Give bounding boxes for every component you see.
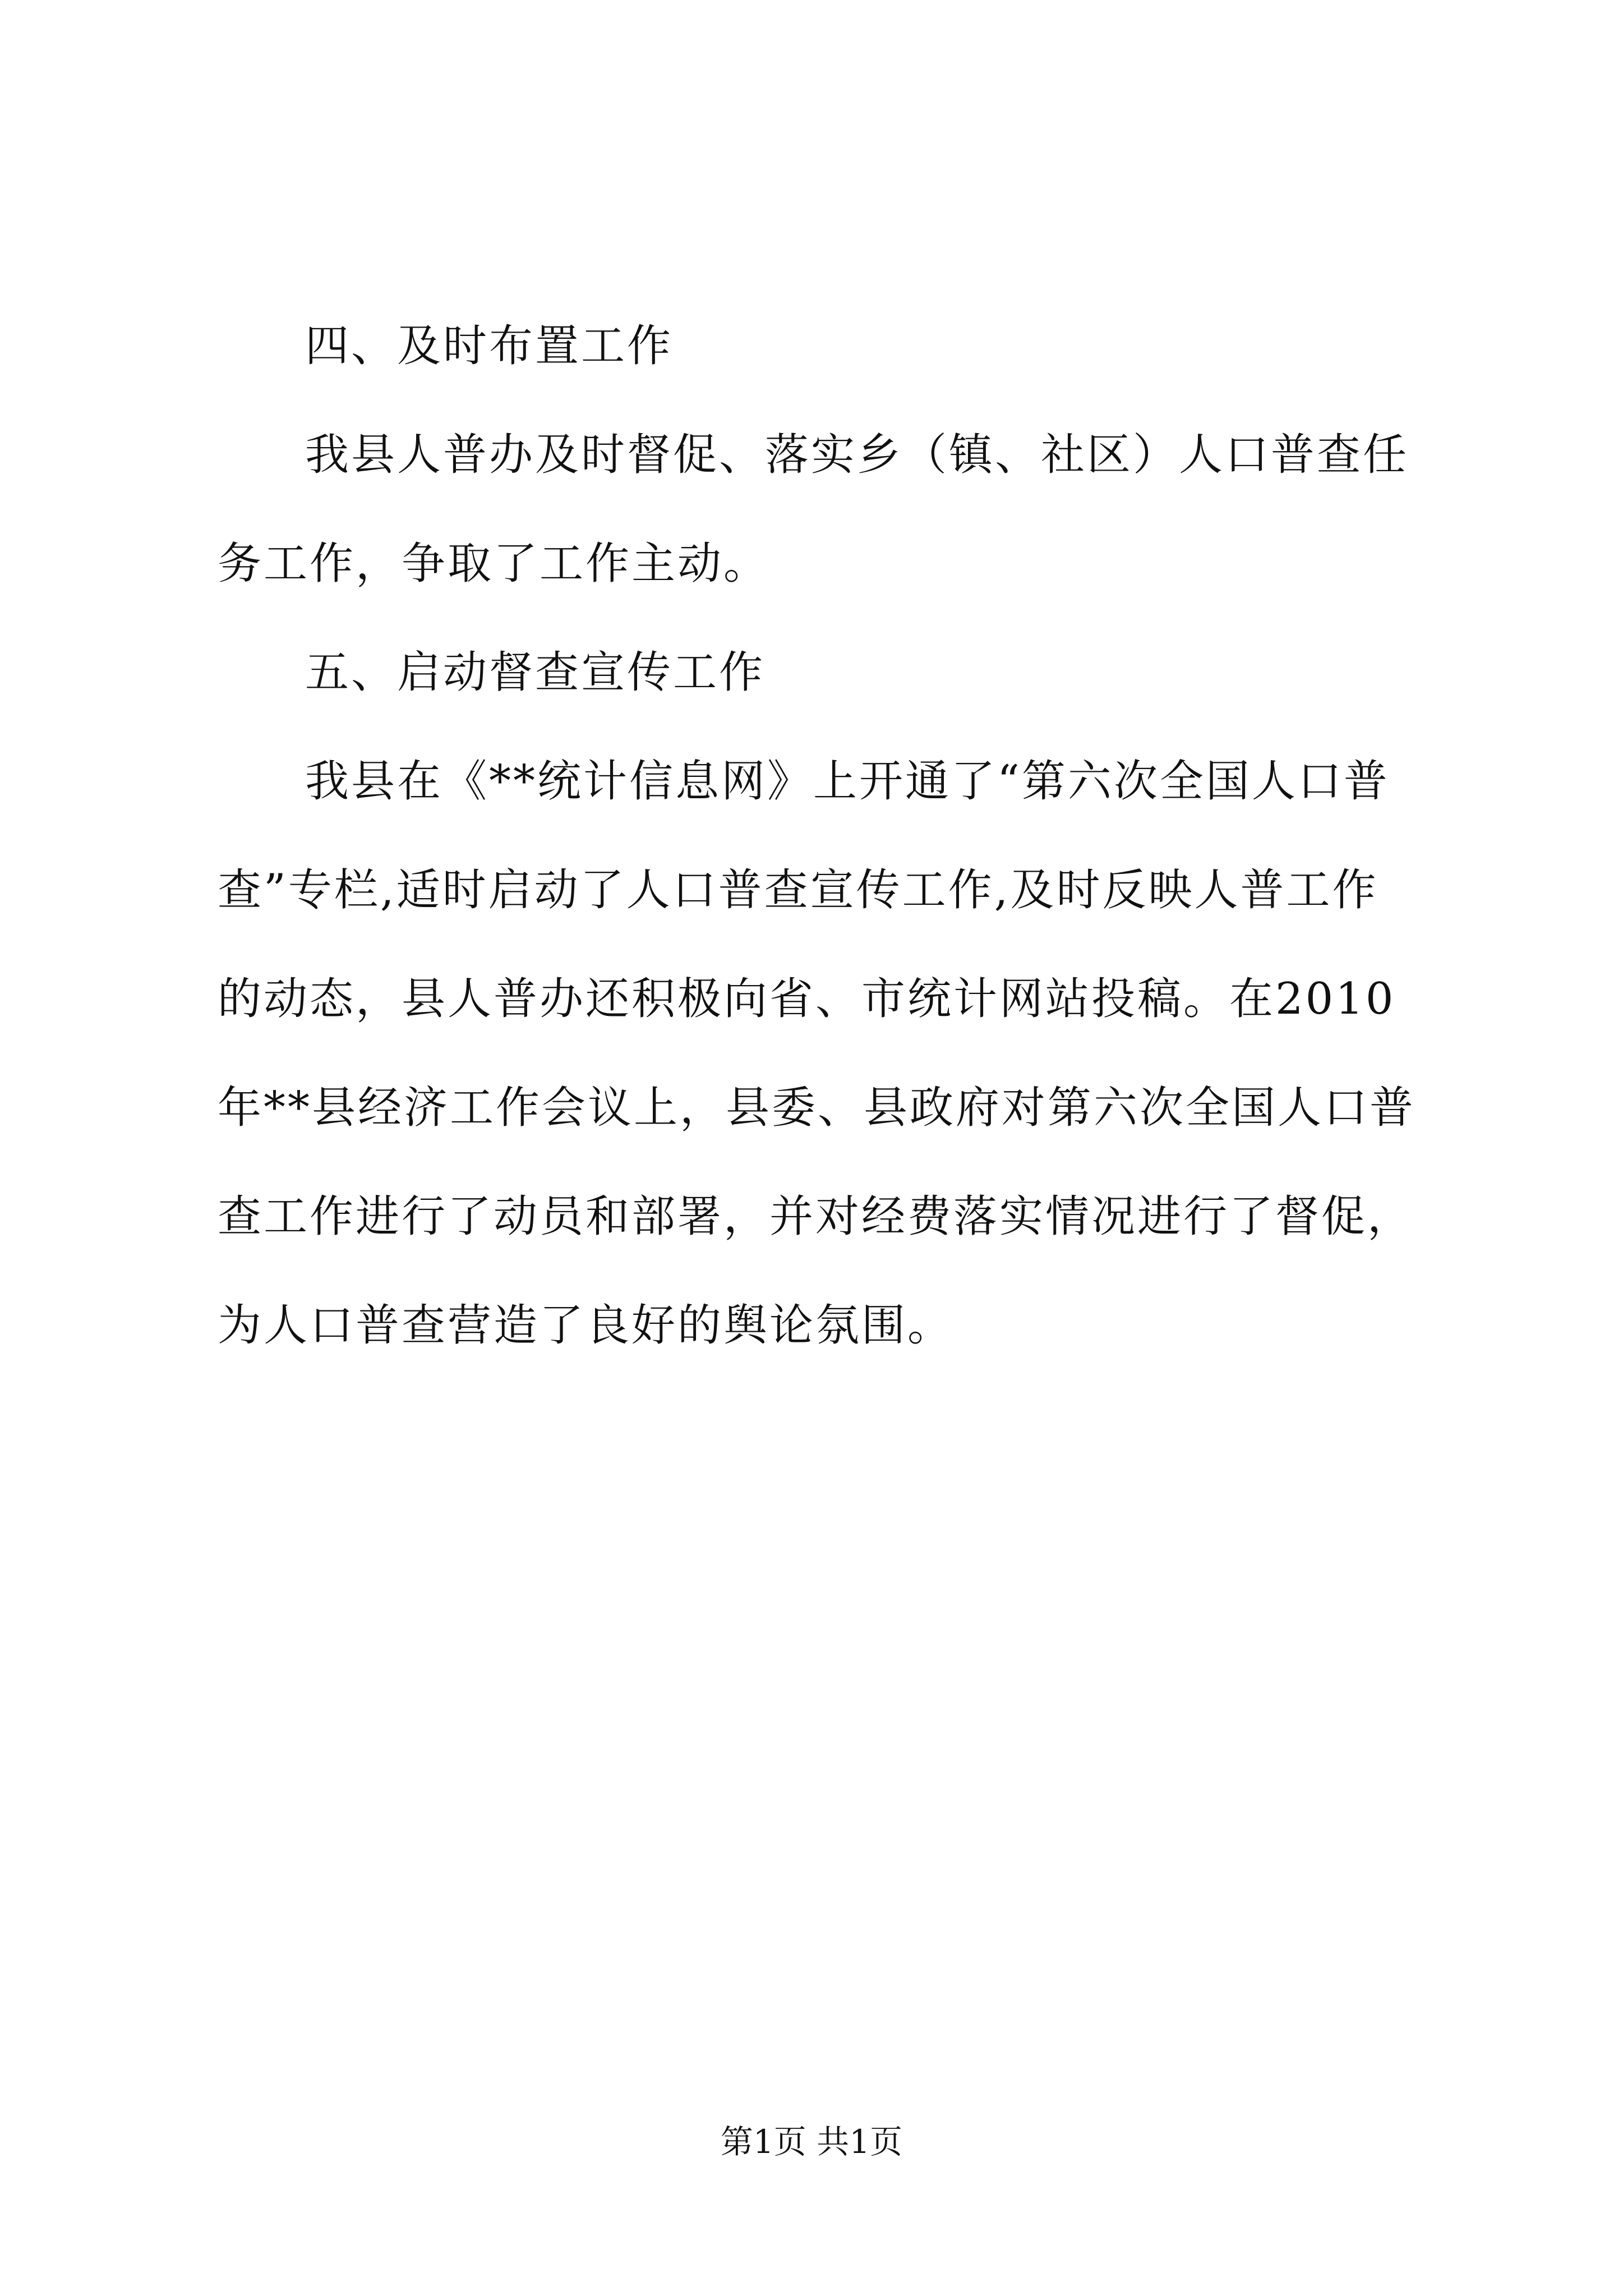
section-heading-4: 四、及时布置工作 <box>305 321 674 371</box>
document-body <box>218 292 1423 1380</box>
page-number-label: 第1页 共1页 <box>720 2123 903 2161</box>
section-paragraph-4: 我县人普办及时督促、落实乡（镇、社区）人口普查任务工作，争取了工作主动。 <box>218 430 1409 589</box>
section-paragraph-5: 我县在《**统计信息网》上开通了“第六次全国人口普查”专栏,适时启动了人口普查宣传工作,及时反映人普工作的动态，县人普办还积极向省、市统计网站投稿。在2010年**县经济工作会议上，县委、县政府对第六次全国人口普查工作进行了动员和部署，并对经费落实情况进行了督促，为人口普查营造了良好的舆论氛围。 <box>218 756 1416 1351</box>
section-heading-5: 五、启动督查宣传工作 <box>305 647 766 698</box>
page-footer <box>0 2119 1623 2164</box>
